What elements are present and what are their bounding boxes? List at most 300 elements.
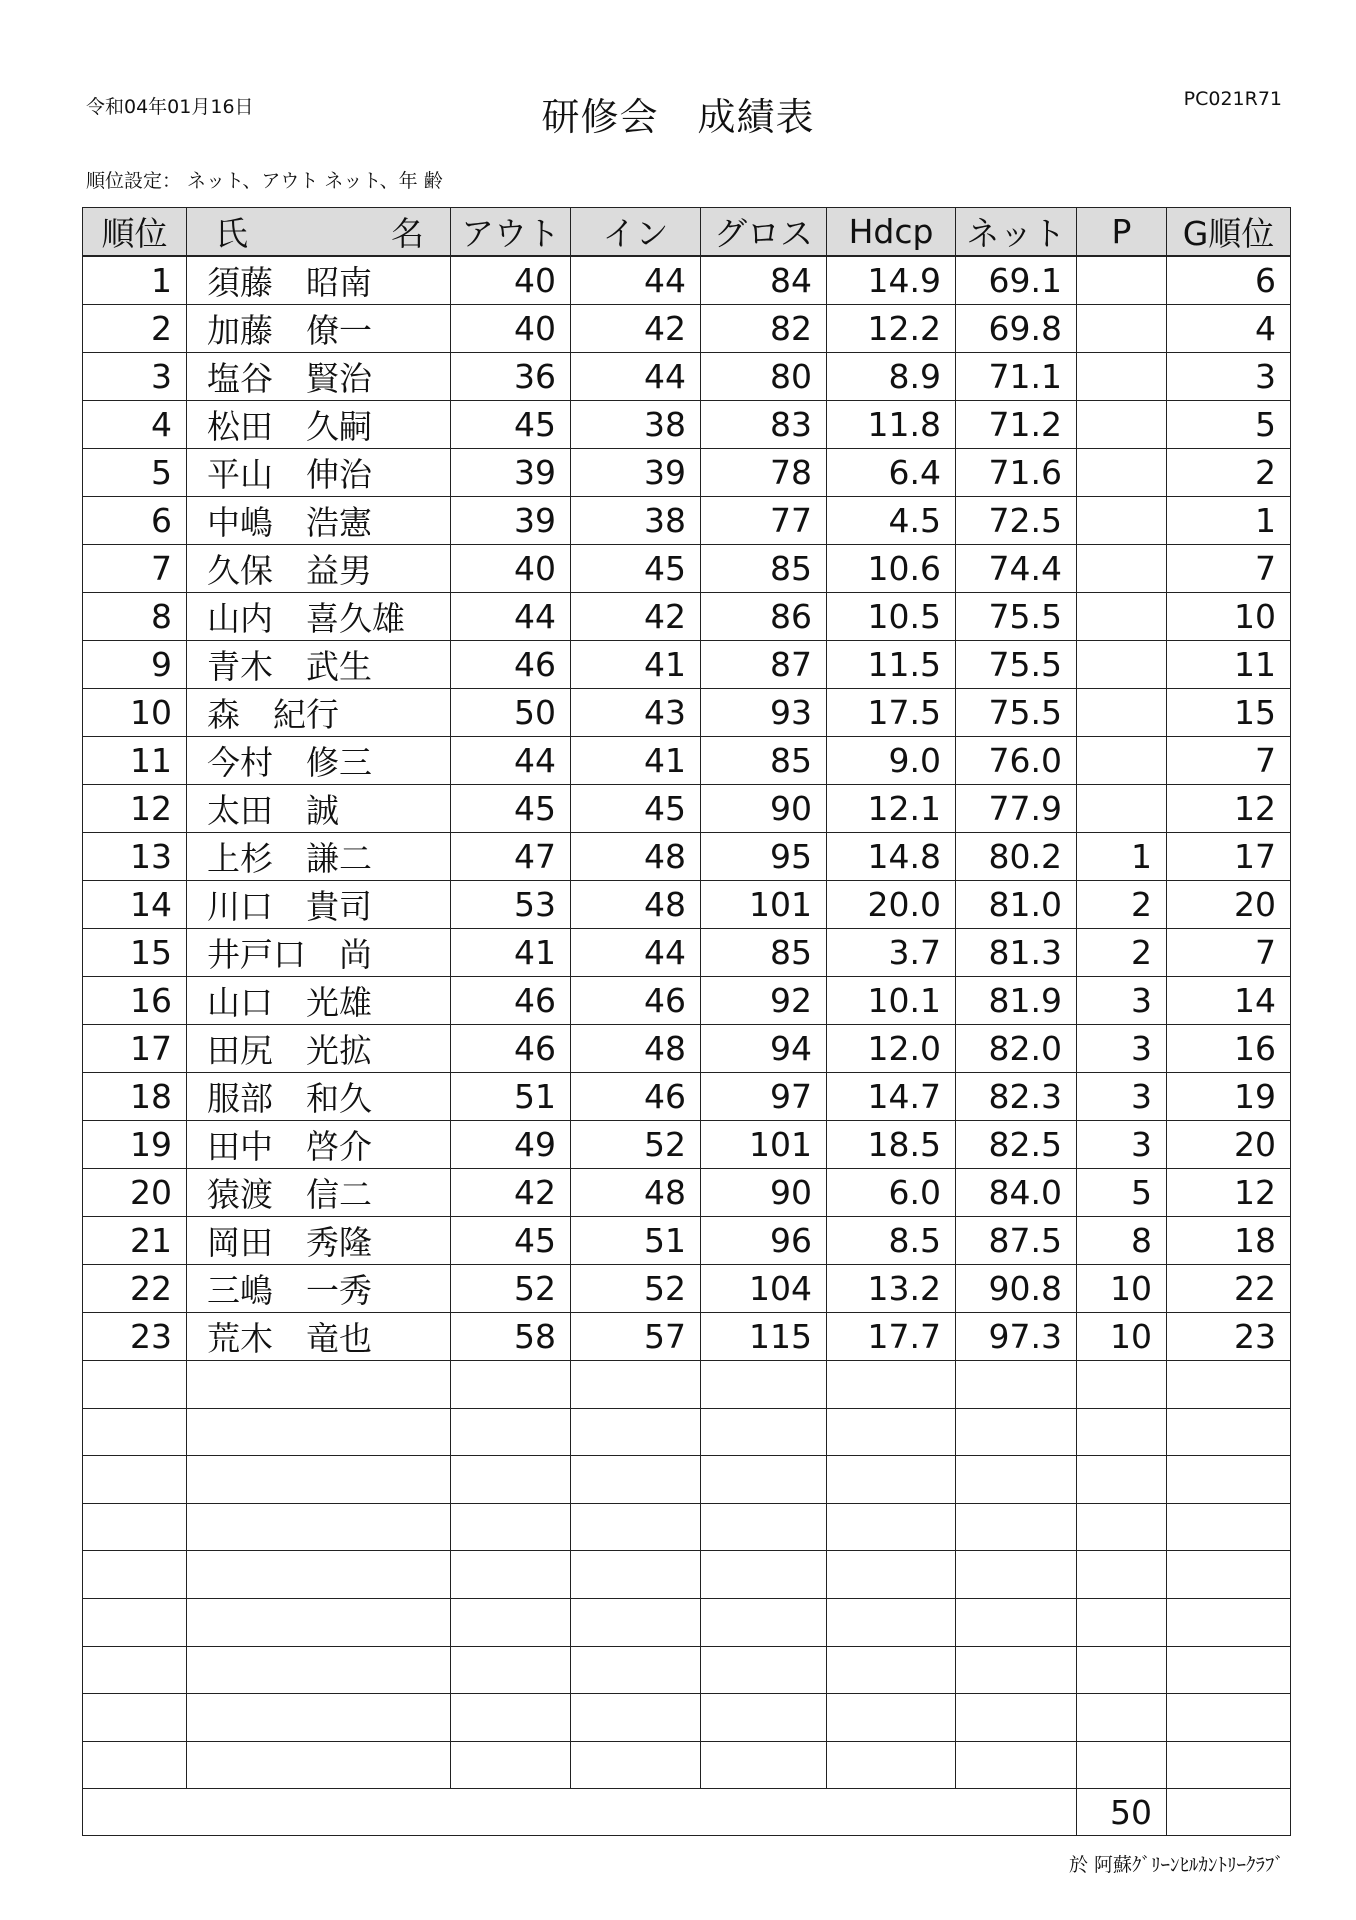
table-row [83, 1265, 1291, 1313]
cell-net: 84.0 [956, 1169, 1077, 1217]
page-title: 研修会 成績表 [541, 95, 815, 139]
cell-in: 38 [571, 497, 701, 545]
cell-in: 46 [571, 1073, 701, 1121]
cell-name: 森 紀行 [187, 689, 451, 737]
cell-gross [701, 1361, 827, 1409]
header-rank: 順位 [83, 208, 187, 257]
cell-name: 服部 和久 [187, 1073, 451, 1121]
cell-out: 42 [451, 1169, 571, 1217]
cell-out: 39 [451, 449, 571, 497]
cell-p: 1 [1077, 833, 1167, 881]
cell-g-rank: 4 [1167, 305, 1291, 353]
cell-rank [83, 1598, 187, 1646]
cell-name: 山内 喜久雄 [187, 593, 451, 641]
cell-in: 52 [571, 1121, 701, 1169]
cell-in: 39 [571, 449, 701, 497]
cell-gross [701, 1503, 827, 1551]
cell-g-rank [1167, 1456, 1291, 1504]
cell-hdcp [827, 1741, 956, 1789]
cell-rank: 8 [83, 593, 187, 641]
cell-out: 45 [451, 1217, 571, 1265]
cell-name: 井戸口 尚 [187, 929, 451, 977]
table-row [83, 449, 1291, 497]
cell-g-rank [1167, 1503, 1291, 1551]
cell-g-rank [1167, 1551, 1291, 1599]
cell-rank [83, 1408, 187, 1456]
cell-out [451, 1694, 571, 1742]
cell-hdcp: 8.5 [827, 1217, 956, 1265]
cell-in [571, 1694, 701, 1742]
cell-hdcp: 10.1 [827, 977, 956, 1025]
cell-rank: 14 [83, 881, 187, 929]
cell-hdcp: 6.0 [827, 1169, 956, 1217]
cell-p: 10 [1077, 1313, 1167, 1361]
cell-gross: 96 [701, 1217, 827, 1265]
cell-g-rank: 19 [1167, 1073, 1291, 1121]
cell-rank [83, 1503, 187, 1551]
cell-hdcp: 11.5 [827, 641, 956, 689]
cell-name [187, 1694, 451, 1742]
cell-g-rank [1167, 1694, 1291, 1742]
table-row [83, 977, 1291, 1025]
cell-g-rank: 16 [1167, 1025, 1291, 1073]
cell-net: 97.3 [956, 1313, 1077, 1361]
cell-in: 42 [571, 305, 701, 353]
cell-in: 43 [571, 689, 701, 737]
cell-net: 72.5 [956, 497, 1077, 545]
cell-hdcp: 14.8 [827, 833, 956, 881]
cell-net: 69.8 [956, 305, 1077, 353]
cell-hdcp [827, 1598, 956, 1646]
cell-net: 82.5 [956, 1121, 1077, 1169]
cell-hdcp [827, 1646, 956, 1694]
cell-rank: 16 [83, 977, 187, 1025]
cell-net: 71.1 [956, 353, 1077, 401]
cell-g-rank: 7 [1167, 545, 1291, 593]
cell-rank [83, 1646, 187, 1694]
cell-rank [83, 1361, 187, 1409]
cell-gross [701, 1408, 827, 1456]
cell-hdcp [827, 1503, 956, 1551]
cell-in [571, 1551, 701, 1599]
cell-name: 上杉 謙二 [187, 833, 451, 881]
cell-gross: 85 [701, 545, 827, 593]
cell-hdcp: 17.5 [827, 689, 956, 737]
cell-name: 川口 貴司 [187, 881, 451, 929]
empty-row [83, 1598, 1291, 1646]
cell-in [571, 1741, 701, 1789]
cell-name: 岡田 秀隆 [187, 1217, 451, 1265]
header-hdcp: Hdcp [827, 208, 956, 257]
cell-out: 46 [451, 1025, 571, 1073]
cell-net: 90.8 [956, 1265, 1077, 1313]
cell-p [1077, 1408, 1167, 1456]
cell-gross: 93 [701, 689, 827, 737]
cell-name: 久保 益男 [187, 545, 451, 593]
cell-name: 田尻 光拡 [187, 1025, 451, 1073]
cell-hdcp: 12.0 [827, 1025, 956, 1073]
cell-p [1077, 1551, 1167, 1599]
cell-rank: 22 [83, 1265, 187, 1313]
cell-out: 44 [451, 593, 571, 641]
empty-row [83, 1694, 1291, 1742]
cell-net: 80.2 [956, 833, 1077, 881]
cell-net [956, 1361, 1077, 1409]
cell-g-rank [1167, 1741, 1291, 1789]
cell-name [187, 1361, 451, 1409]
empty-row [83, 1456, 1291, 1504]
header-name [187, 208, 451, 257]
cell-gross: 101 [701, 1121, 827, 1169]
cell-in: 44 [571, 929, 701, 977]
cell-hdcp: 14.7 [827, 1073, 956, 1121]
cell-net [956, 1408, 1077, 1456]
cell-in [571, 1408, 701, 1456]
cell-out: 50 [451, 689, 571, 737]
cell-g-rank: 23 [1167, 1313, 1291, 1361]
cell-p [1077, 689, 1167, 737]
score-table [82, 207, 1291, 1836]
cell-p [1077, 1646, 1167, 1694]
table-row [83, 929, 1291, 977]
cell-p [1077, 1361, 1167, 1409]
cell-rank: 3 [83, 353, 187, 401]
cell-in: 48 [571, 881, 701, 929]
cell-g-rank: 1 [1167, 497, 1291, 545]
cell-gross: 83 [701, 401, 827, 449]
cell-in: 42 [571, 593, 701, 641]
cell-p [1077, 256, 1167, 305]
cell-p [1077, 497, 1167, 545]
cell-in [571, 1646, 701, 1694]
report-date: 令和04年01月16日 [86, 96, 254, 118]
cell-p: 8 [1077, 1217, 1167, 1265]
cell-rank [83, 1551, 187, 1599]
cell-hdcp: 18.5 [827, 1121, 956, 1169]
cell-p: 2 [1077, 881, 1167, 929]
ranking-setting: 順位設定： ネット、アウト ネット、年 齢 [86, 170, 443, 192]
cell-net: 69.1 [956, 256, 1077, 305]
table-body [83, 256, 1291, 1836]
cell-name: 平山 伸治 [187, 449, 451, 497]
table-row [83, 401, 1291, 449]
cell-out: 45 [451, 401, 571, 449]
cell-g-rank: 14 [1167, 977, 1291, 1025]
cell-name [187, 1551, 451, 1599]
table-row [83, 545, 1291, 593]
cell-in: 46 [571, 977, 701, 1025]
cell-gross: 92 [701, 977, 827, 1025]
table-row [83, 1169, 1291, 1217]
cell-net: 76.0 [956, 737, 1077, 785]
cell-gross: 80 [701, 353, 827, 401]
cell-p: 5 [1077, 1169, 1167, 1217]
cell-net [956, 1646, 1077, 1694]
table-row [83, 353, 1291, 401]
cell-gross [701, 1694, 827, 1742]
cell-hdcp: 20.0 [827, 881, 956, 929]
cell-g-rank: 2 [1167, 449, 1291, 497]
cell-hdcp [827, 1694, 956, 1742]
header-net: ネット [956, 208, 1077, 257]
table-row [83, 497, 1291, 545]
cell-name: 田中 啓介 [187, 1121, 451, 1169]
cell-p [1077, 1694, 1167, 1742]
cell-in: 48 [571, 1025, 701, 1073]
table-row [83, 881, 1291, 929]
cell-out: 39 [451, 497, 571, 545]
cell-name: 中嶋 浩憲 [187, 497, 451, 545]
cell-gross: 85 [701, 737, 827, 785]
cell-hdcp: 10.5 [827, 593, 956, 641]
cell-hdcp: 9.0 [827, 737, 956, 785]
cell-p [1077, 545, 1167, 593]
cell-hdcp: 8.9 [827, 353, 956, 401]
cell-in: 38 [571, 401, 701, 449]
cell-name: 荒木 竜也 [187, 1313, 451, 1361]
table-row [83, 1073, 1291, 1121]
cell-gross: 90 [701, 1169, 827, 1217]
cell-in [571, 1598, 701, 1646]
cell-gross: 95 [701, 833, 827, 881]
table-row [83, 1217, 1291, 1265]
venue-name: 於 阿蘇ｸﾞﾘｰﾝﾋﾙｶﾝﾄﾘｰｸﾗﾌﾞ [1068, 1854, 1284, 1876]
cell-out: 45 [451, 785, 571, 833]
cell-g-rank [1167, 1646, 1291, 1694]
table-row [83, 305, 1291, 353]
table-row [83, 785, 1291, 833]
cell-g-rank: 20 [1167, 1121, 1291, 1169]
cell-rank: 12 [83, 785, 187, 833]
cell-out: 58 [451, 1313, 571, 1361]
cell-gross [701, 1741, 827, 1789]
cell-in: 41 [571, 641, 701, 689]
empty-row [83, 1361, 1291, 1409]
cell-in [571, 1361, 701, 1409]
cell-p: 10 [1077, 1265, 1167, 1313]
empty-row [83, 1551, 1291, 1599]
cell-net: 82.0 [956, 1025, 1077, 1073]
cell-in: 44 [571, 353, 701, 401]
cell-gross: 115 [701, 1313, 827, 1361]
empty-row [83, 1741, 1291, 1789]
cell-p [1077, 641, 1167, 689]
cell-in: 41 [571, 737, 701, 785]
cell-gross: 94 [701, 1025, 827, 1073]
cell-rank: 15 [83, 929, 187, 977]
cell-g-rank: 10 [1167, 593, 1291, 641]
header-name-first: 氏 [215, 214, 248, 253]
cell-name: 山口 光雄 [187, 977, 451, 1025]
cell-rank: 1 [83, 256, 187, 305]
cell-out: 47 [451, 833, 571, 881]
cell-gross: 87 [701, 641, 827, 689]
cell-name: 猿渡 信二 [187, 1169, 451, 1217]
cell-in: 45 [571, 545, 701, 593]
cell-in: 52 [571, 1265, 701, 1313]
cell-gross [701, 1598, 827, 1646]
cell-p [1077, 449, 1167, 497]
cell-in: 48 [571, 1169, 701, 1217]
total-blank [83, 1789, 1077, 1836]
cell-net: 87.5 [956, 1217, 1077, 1265]
cell-out: 53 [451, 881, 571, 929]
cell-net: 81.0 [956, 881, 1077, 929]
header-gross: グロス [701, 208, 827, 257]
cell-net: 74.4 [956, 545, 1077, 593]
cell-out: 46 [451, 977, 571, 1025]
cell-hdcp [827, 1408, 956, 1456]
cell-g-rank: 3 [1167, 353, 1291, 401]
cell-gross [701, 1646, 827, 1694]
cell-name: 加藤 僚一 [187, 305, 451, 353]
cell-out: 41 [451, 929, 571, 977]
cell-g-rank: 11 [1167, 641, 1291, 689]
cell-out: 44 [451, 737, 571, 785]
cell-rank: 7 [83, 545, 187, 593]
report-code: PC021R71 [1183, 88, 1282, 110]
table-row [83, 256, 1291, 305]
cell-out: 49 [451, 1121, 571, 1169]
cell-g-rank: 12 [1167, 785, 1291, 833]
cell-g-rank: 18 [1167, 1217, 1291, 1265]
cell-hdcp: 6.4 [827, 449, 956, 497]
cell-hdcp [827, 1361, 956, 1409]
cell-g-rank: 17 [1167, 833, 1291, 881]
cell-out [451, 1408, 571, 1456]
cell-in: 57 [571, 1313, 701, 1361]
cell-p [1077, 401, 1167, 449]
cell-g-rank [1167, 1408, 1291, 1456]
cell-rank [83, 1694, 187, 1742]
cell-g-rank: 5 [1167, 401, 1291, 449]
header-g-rank: G順位 [1167, 208, 1291, 257]
cell-rank: 19 [83, 1121, 187, 1169]
cell-gross: 101 [701, 881, 827, 929]
cell-net: 77.9 [956, 785, 1077, 833]
table-row [83, 689, 1291, 737]
cell-net: 82.3 [956, 1073, 1077, 1121]
cell-rank: 5 [83, 449, 187, 497]
total-row [83, 1789, 1291, 1836]
header-in: イン [571, 208, 701, 257]
cell-gross: 104 [701, 1265, 827, 1313]
table-row [83, 737, 1291, 785]
header-p: P [1077, 208, 1167, 257]
cell-out [451, 1551, 571, 1599]
cell-out: 40 [451, 305, 571, 353]
cell-hdcp: 11.8 [827, 401, 956, 449]
cell-name [187, 1408, 451, 1456]
cell-rank: 18 [83, 1073, 187, 1121]
cell-g-rank: 6 [1167, 256, 1291, 305]
cell-hdcp [827, 1551, 956, 1599]
cell-name: 三嶋 一秀 [187, 1265, 451, 1313]
cell-rank: 21 [83, 1217, 187, 1265]
cell-net [956, 1551, 1077, 1599]
cell-out: 51 [451, 1073, 571, 1121]
cell-hdcp: 10.6 [827, 545, 956, 593]
cell-name [187, 1456, 451, 1504]
cell-name: 須藤 昭南 [187, 256, 451, 305]
cell-rank: 2 [83, 305, 187, 353]
cell-p: 3 [1077, 1073, 1167, 1121]
cell-rank: 13 [83, 833, 187, 881]
header-out: アウト [451, 208, 571, 257]
cell-rank [83, 1741, 187, 1789]
cell-gross: 77 [701, 497, 827, 545]
empty-row [83, 1646, 1291, 1694]
cell-in [571, 1503, 701, 1551]
cell-name [187, 1598, 451, 1646]
cell-gross [701, 1551, 827, 1599]
table-row [83, 593, 1291, 641]
cell-p [1077, 593, 1167, 641]
cell-name [187, 1646, 451, 1694]
cell-p [1077, 305, 1167, 353]
total-p: 50 [1077, 1789, 1167, 1836]
cell-in: 44 [571, 256, 701, 305]
cell-out: 46 [451, 641, 571, 689]
cell-p [1077, 737, 1167, 785]
cell-net: 81.9 [956, 977, 1077, 1025]
cell-hdcp [827, 1456, 956, 1504]
cell-out [451, 1503, 571, 1551]
cell-rank: 4 [83, 401, 187, 449]
cell-rank [83, 1456, 187, 1504]
cell-out: 52 [451, 1265, 571, 1313]
cell-p: 3 [1077, 977, 1167, 1025]
cell-name: 青木 武生 [187, 641, 451, 689]
cell-net: 71.2 [956, 401, 1077, 449]
cell-p [1077, 1741, 1167, 1789]
cell-name [187, 1503, 451, 1551]
cell-p: 3 [1077, 1121, 1167, 1169]
table-row [83, 641, 1291, 689]
cell-net [956, 1694, 1077, 1742]
table-header-row [83, 208, 1291, 257]
cell-g-rank: 20 [1167, 881, 1291, 929]
cell-net [956, 1503, 1077, 1551]
cell-net: 75.5 [956, 641, 1077, 689]
cell-g-rank [1167, 1361, 1291, 1409]
cell-out [451, 1598, 571, 1646]
cell-p [1077, 1503, 1167, 1551]
cell-gross: 84 [701, 256, 827, 305]
cell-hdcp: 12.2 [827, 305, 956, 353]
cell-g-rank: 15 [1167, 689, 1291, 737]
cell-in [571, 1456, 701, 1504]
cell-gross: 82 [701, 305, 827, 353]
cell-rank: 11 [83, 737, 187, 785]
cell-net: 75.5 [956, 689, 1077, 737]
cell-out: 36 [451, 353, 571, 401]
cell-rank: 6 [83, 497, 187, 545]
cell-name: 松田 久嗣 [187, 401, 451, 449]
cell-g-rank: 12 [1167, 1169, 1291, 1217]
table-row [83, 1313, 1291, 1361]
cell-hdcp: 13.2 [827, 1265, 956, 1313]
cell-p: 2 [1077, 929, 1167, 977]
cell-rank: 23 [83, 1313, 187, 1361]
cell-g-rank: 7 [1167, 929, 1291, 977]
cell-rank: 20 [83, 1169, 187, 1217]
empty-row [83, 1503, 1291, 1551]
table-row [83, 1025, 1291, 1073]
cell-net: 75.5 [956, 593, 1077, 641]
table-row [83, 1121, 1291, 1169]
cell-gross: 85 [701, 929, 827, 977]
